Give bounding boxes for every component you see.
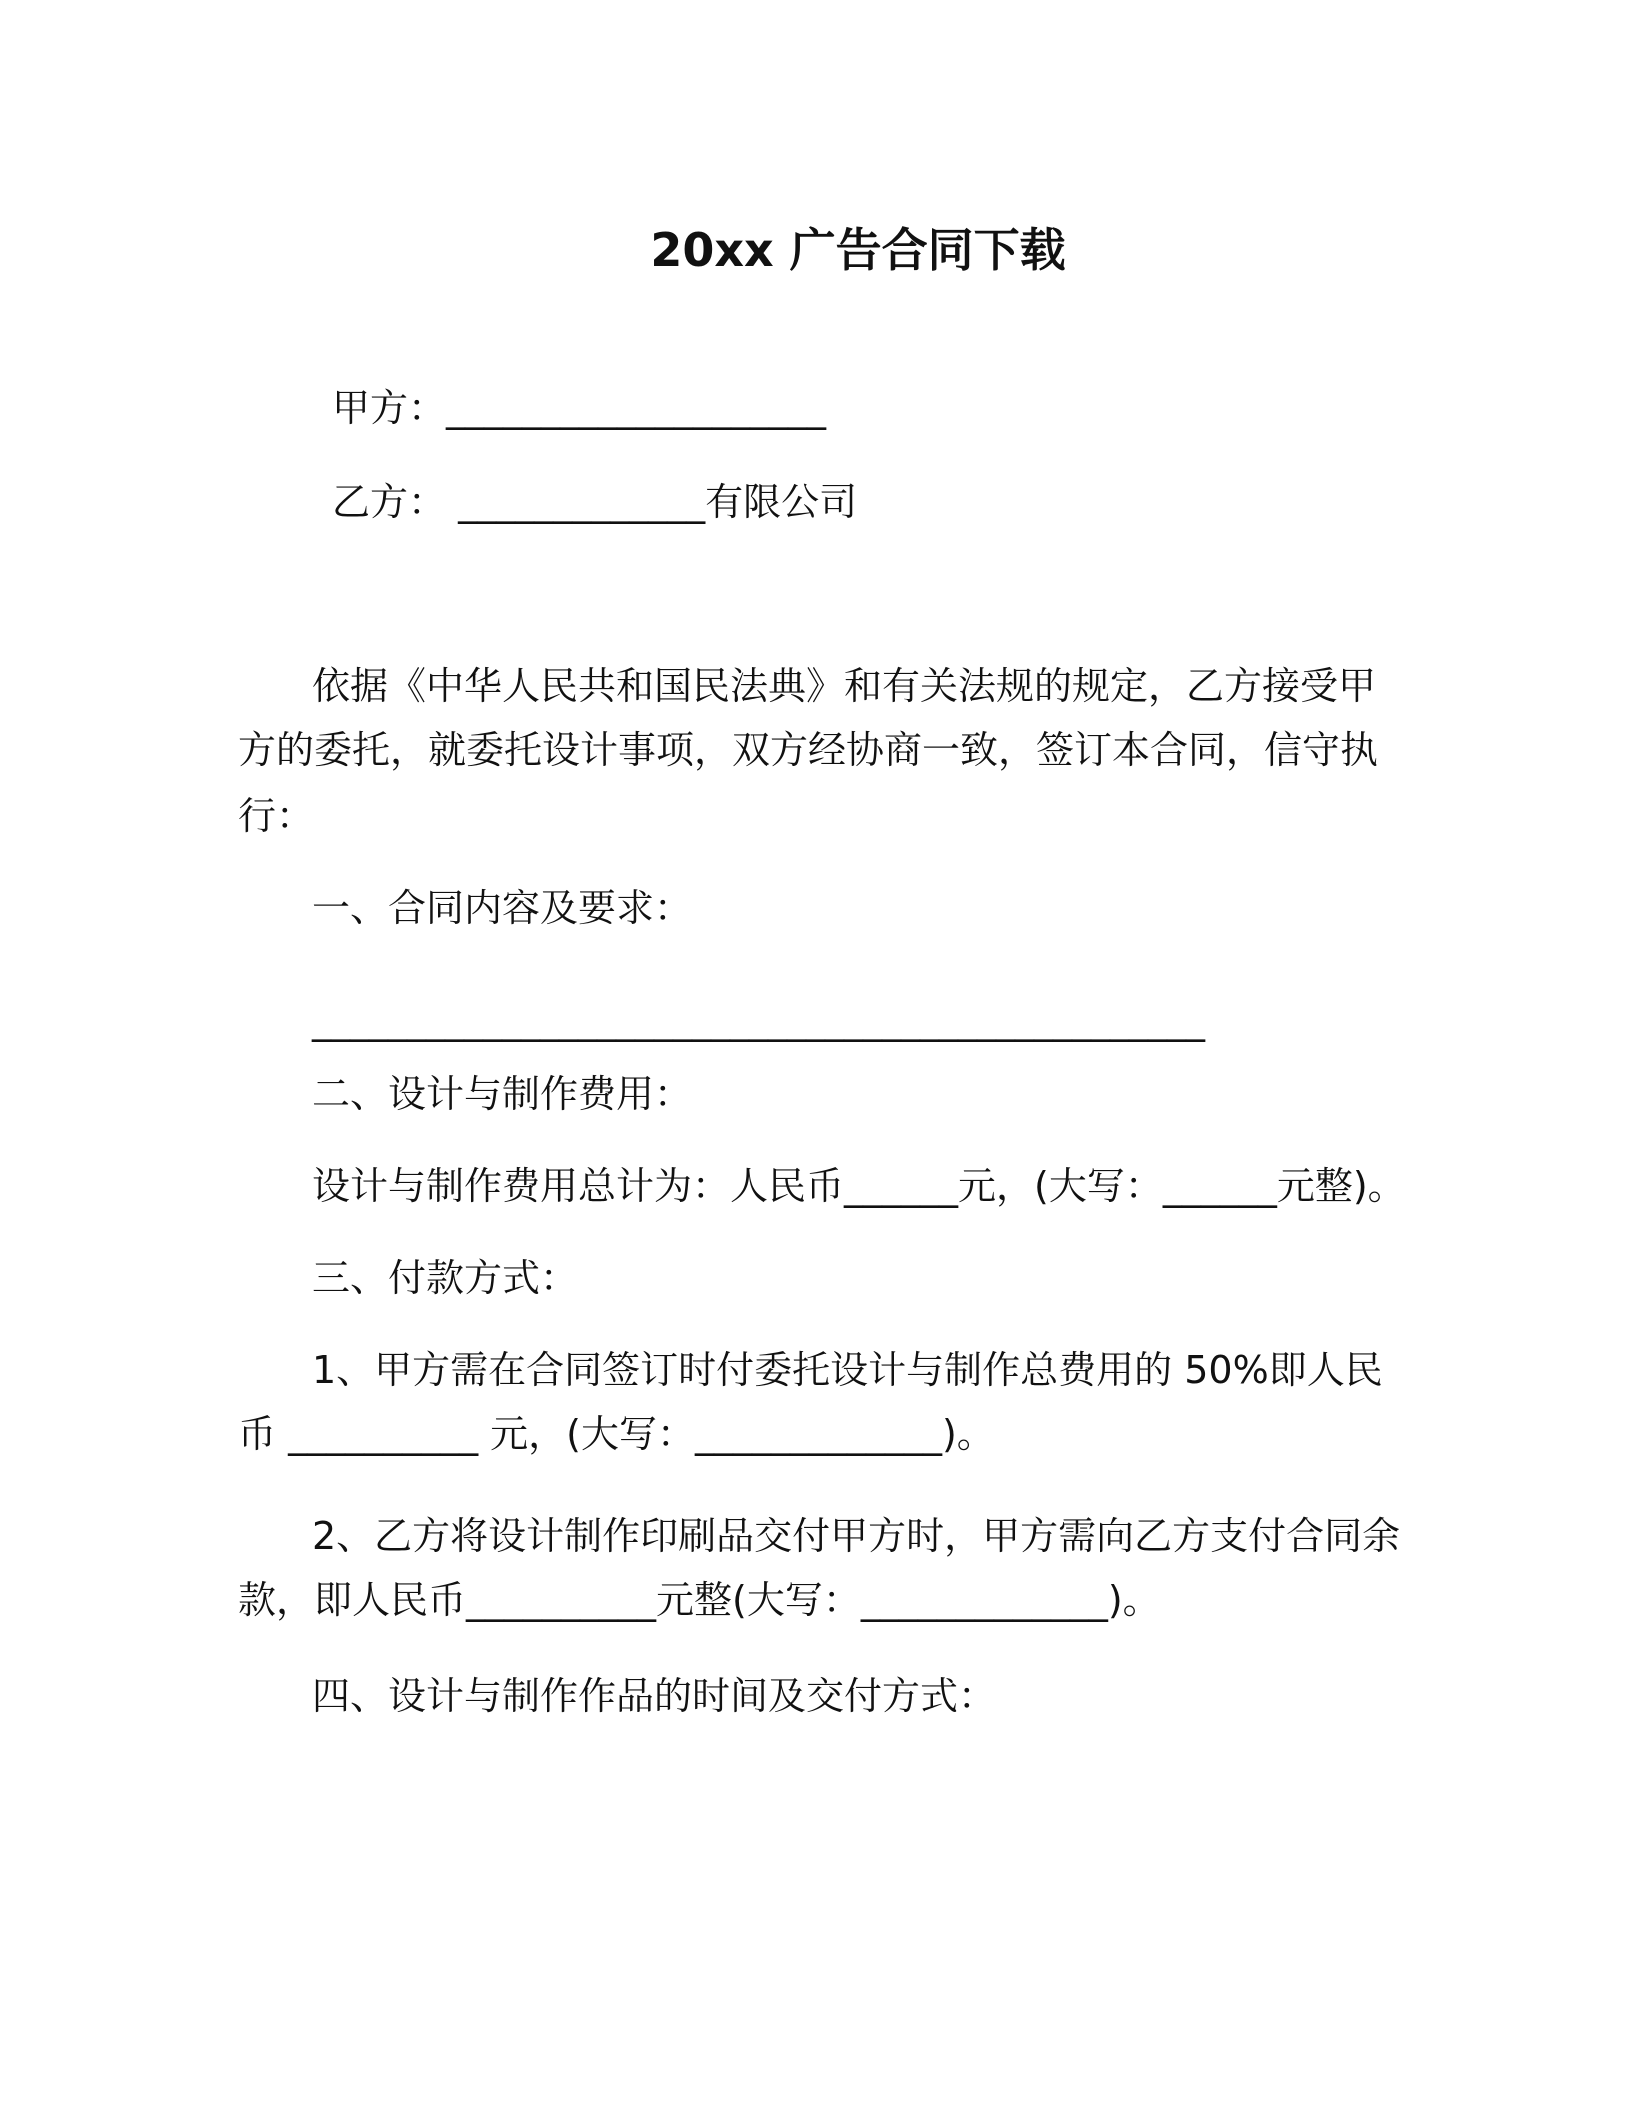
document-title: 20xx 广告合同下载 — [650, 223, 1066, 277]
payment-2-line-2: 款，即人民币__________元整(大写：_____________)。 — [238, 1578, 1161, 1622]
party-a-line: 甲方：____________________ — [332, 386, 827, 430]
section-2-fee-line: 设计与制作费用总计为：人民币______元，(大写：______元整)。 — [312, 1164, 1406, 1208]
intro-line-3: 行： — [238, 794, 315, 838]
intro-line-1: 依据《中华人民共和国民法典》和有关法规的规定，乙方接受甲 — [312, 664, 1377, 708]
section-2-heading: 二、设计与制作费用： — [312, 1072, 693, 1116]
payment-2-line-1: 2、乙方将设计制作印刷品交付甲方时，甲方需向乙方支付合同余 — [312, 1514, 1401, 1558]
payment-1-line-1: 1、甲方需在合同签订时付委托设计与制作总费用的 50%即人民 — [312, 1348, 1383, 1392]
intro-line-2: 方的委托，就委托设计事项，双方经协商一致，签订本合同，信守执 — [238, 728, 1379, 772]
payment-1-line-2: 币 __________ 元，(大写：_____________)。 — [238, 1412, 995, 1456]
section-3-heading: 三、付款方式： — [312, 1256, 579, 1300]
section-1-heading: 一、合同内容及要求： — [312, 886, 693, 930]
section-1-blank-line: _______________________________________________ — [312, 998, 1205, 1042]
party-b-line: 乙方： _____________有限公司 — [332, 480, 858, 524]
section-4-heading: 四、设计与制作作品的时间及交付方式： — [312, 1674, 997, 1718]
